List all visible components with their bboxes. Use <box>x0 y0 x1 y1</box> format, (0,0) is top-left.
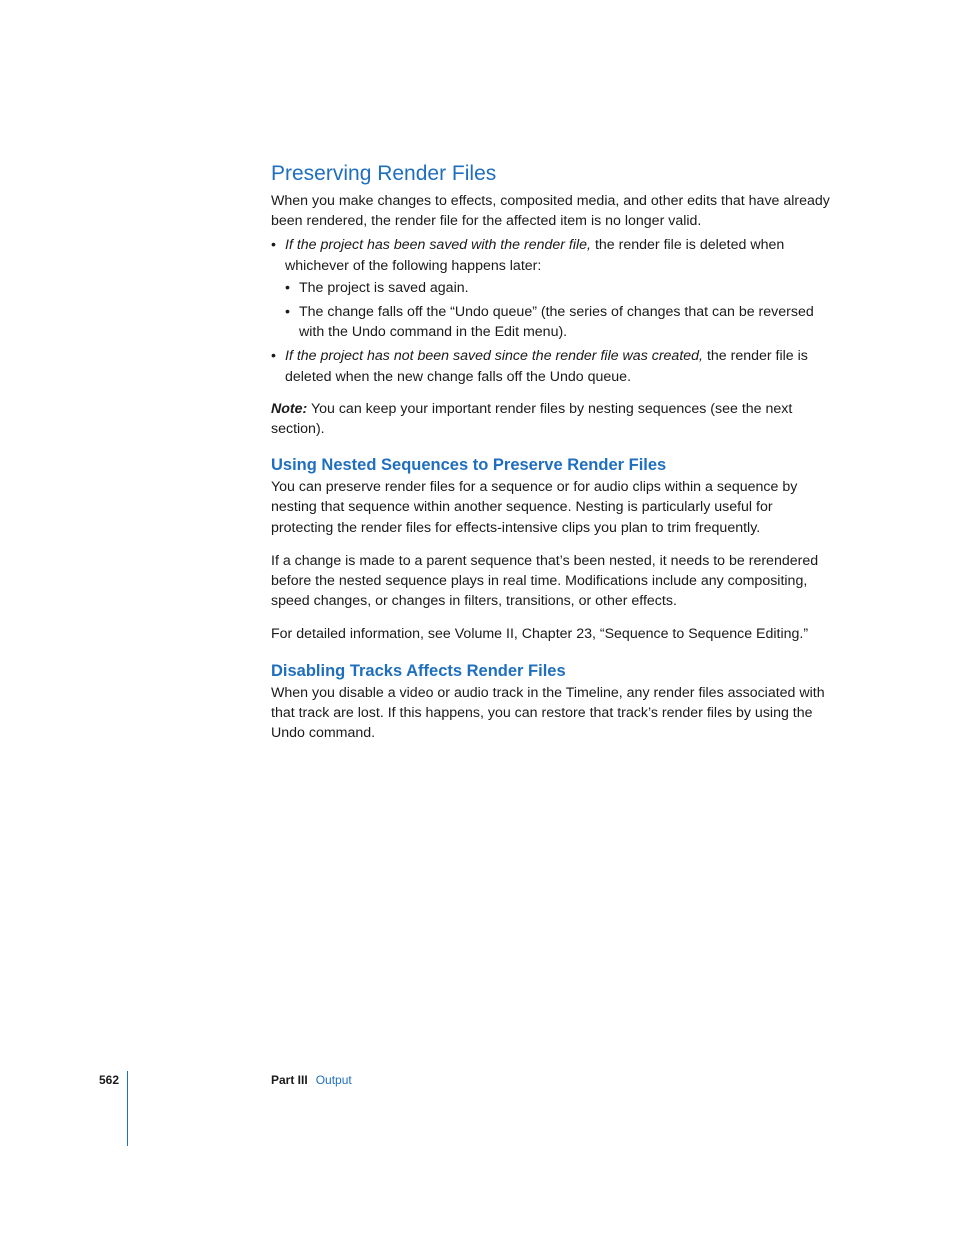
nested-paragraph-3: For detailed information, see Volume II, Chapter 23, “Sequence to Sequence Editing.” <box>271 626 809 643</box>
nested-paragraph-2: If a change is made to a parent sequence that’s been nested, it needs to be rerendered before the nested sequence plays in real time. Modifications include any compositing, speed changes, or changes in filters, transitions, or other effects. <box>271 552 819 610</box>
page-content <box>271 160 831 743</box>
bullet-italic-lead: If the project has not been saved since the render file was created, <box>285 348 703 365</box>
section-title-nested: Using Nested Sequences to Preserve Render Files <box>271 456 667 475</box>
section-title-preserving: Preserving Render Files <box>271 162 497 185</box>
bullet-not-saved <box>271 346 831 386</box>
bullet-text: the render file is deleted when the new change falls off the Undo queue. <box>285 348 808 385</box>
bullet-text: the render file is deleted when whichever of the following happens later: <box>285 237 785 274</box>
nested-paragraph-1: You can preserve render files for a sequence or for audio clips within a sequence by nesting that sequence within another sequence. Nesting is particularly useful for protecting the render files for effects-intensive clips you plan to trim frequently. <box>271 479 798 536</box>
note-text: You can keep your important render files by nesting sequences (see the next section). <box>271 400 793 438</box>
page-number: 562 <box>99 1073 120 1087</box>
sub-bullet-item: • The change falls off the “Undo queue” (the series of changes that can be reversed with the Undo command in the Edit menu). <box>285 302 831 342</box>
bullet-saved-with-render-file <box>271 235 831 342</box>
note-paragraph <box>271 399 831 439</box>
disabling-paragraph: When you disable a video or audio track in the Timeline, any render files associated with that track are lost. If this happens, you can restore that track’s render files by using the Undo command. <box>271 684 825 742</box>
sub-bullet-list <box>285 278 831 343</box>
part-section-link[interactable]: Output <box>315 1073 352 1087</box>
bullet-italic-lead: If the project has been saved with the render file, <box>285 237 592 254</box>
section-title-disabling: Disabling Tracks Affects Render Files <box>271 661 566 680</box>
part-label: Part III <box>271 1073 308 1087</box>
preserving-intro: When you make changes to effects, composited media, and other edits that have already been rendered, the render file for the affected item is no longer valid. <box>271 193 830 230</box>
footer-part-label <box>271 1073 352 1087</box>
footer-divider <box>127 1071 128 1146</box>
note-label: Note: <box>271 400 308 417</box>
preserving-bullet-list <box>271 235 831 386</box>
sub-bullet-item: • The project is saved again. <box>285 278 831 298</box>
